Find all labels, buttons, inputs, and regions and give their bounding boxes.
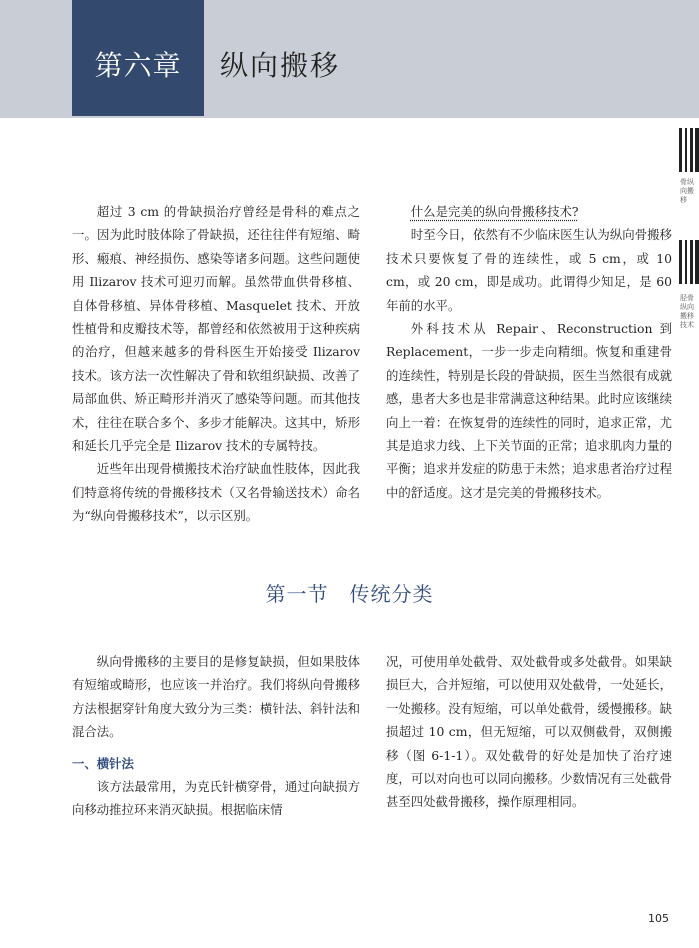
qr-code-icon[interactable]	[679, 128, 699, 172]
intro-left-column	[72, 200, 360, 528]
page-number: 105	[648, 912, 669, 925]
question-title-text: 什么是完美的纵向骨搬移技术?	[410, 204, 579, 219]
question-heading	[386, 200, 672, 223]
body-paragraph: 况，可使用单处截骨、双处截骨或多处截骨。如果缺损巨大，合并短缩，可以使用双处截骨，一处延长，一处搬移。没有短缩，可以单处截骨，缓慢搬移。缺损超过 10 cm，但无短缩，可以双侧截骨，双侧搬移（图 6-1-1）。双处截骨的好处是加快了治疗速度，可以对向也可以同向搬移。少数情况有三处截骨甚至四处截骨搬移，操作原理相同。	[386, 654, 672, 810]
section-right-column	[386, 650, 672, 814]
chapter-header-band	[0, 0, 699, 118]
qr-label: 胫骨纵向搬移技术	[680, 294, 694, 329]
qr-label: 骨纵向搬移	[680, 178, 694, 204]
chapter-title: 纵向搬移	[220, 49, 341, 82]
section-left-column	[72, 650, 360, 822]
intro-paragraph: 近些年出现骨横搬技术治疗缺血性肢体，因此我们特意将传统的骨搬移技术（又名骨输送技术）命名为“纵向骨搬移技术”，以示区别。	[72, 461, 360, 524]
body-paragraph: 纵向骨搬移的主要目的是修复缺损，但如果肢体有短缩或畸形，也应该一并治疗。我们将纵向骨搬移方法根据穿针角度大致分为三类：横针法、斜针法和混合法。	[72, 654, 360, 740]
subheading: 一、横针法	[72, 755, 134, 771]
qr-code-icon[interactable]	[679, 240, 699, 284]
intro-paragraph: 时至今日，依然有不少临床医生认为纵向骨搬移技术只要恢复了骨的连续性，或 5 cm，或 10 cm，或 20 cm，即是成功。此谓得少知足，是 60 年前的水平。	[386, 227, 672, 313]
body-paragraph: 该方法最常用，为克氏针横穿骨，通过向缺损方向移动推拉环来消灭缺损。根据临床情	[72, 779, 360, 818]
chapter-number-box	[72, 0, 204, 116]
section-title: 第一节 传统分类	[265, 582, 434, 606]
intro-paragraph: 外科技术从 Repair、Reconstruction 到 Replacement，一步一步走向精细。恢复和重建骨的连续性，特别是长段的骨缺损，医生当然很有成就感，患者大多也是非常满意这种结果。此时应该继续向上一着：在恢复骨的连续性的同时，追求正常，尤其是追求力线、上下关节面的正常；追求肌肉力量的平衡；追求并发症的防患于未然；追求患者治疗过程中的舒适度。这才是完美的骨搬移技术。	[386, 321, 672, 500]
chapter-label: 第六章	[94, 49, 182, 82]
intro-right-column	[386, 200, 672, 504]
intro-paragraph: 超过 3 cm 的骨缺损治疗曾经是骨科的难点之一。因为此时肢体除了骨缺损，还往往伴有短缩、畸形、瘢痕、神经损伤、感染等诸多问题。这些问题使用 Ilizarov 技术可迎刃而解。虽然带血供骨移植、自体骨移植、异体骨移植、Masquelet 技术、开放性植骨和皮瓣技术等，都曾经和依然被用于这种疾病的治疗，但越来越多的骨科医生开始接受 Ilizarov 技术。该方法一次性解决了骨和软组织缺损、改善了局部血供、矫正畸形并消灭了感染等问题。而其他技术，往往在联合多个、多步才能解决。这其中，矫形和延长几乎完全是 Ilizarov 技术的专属特技。	[72, 204, 360, 454]
